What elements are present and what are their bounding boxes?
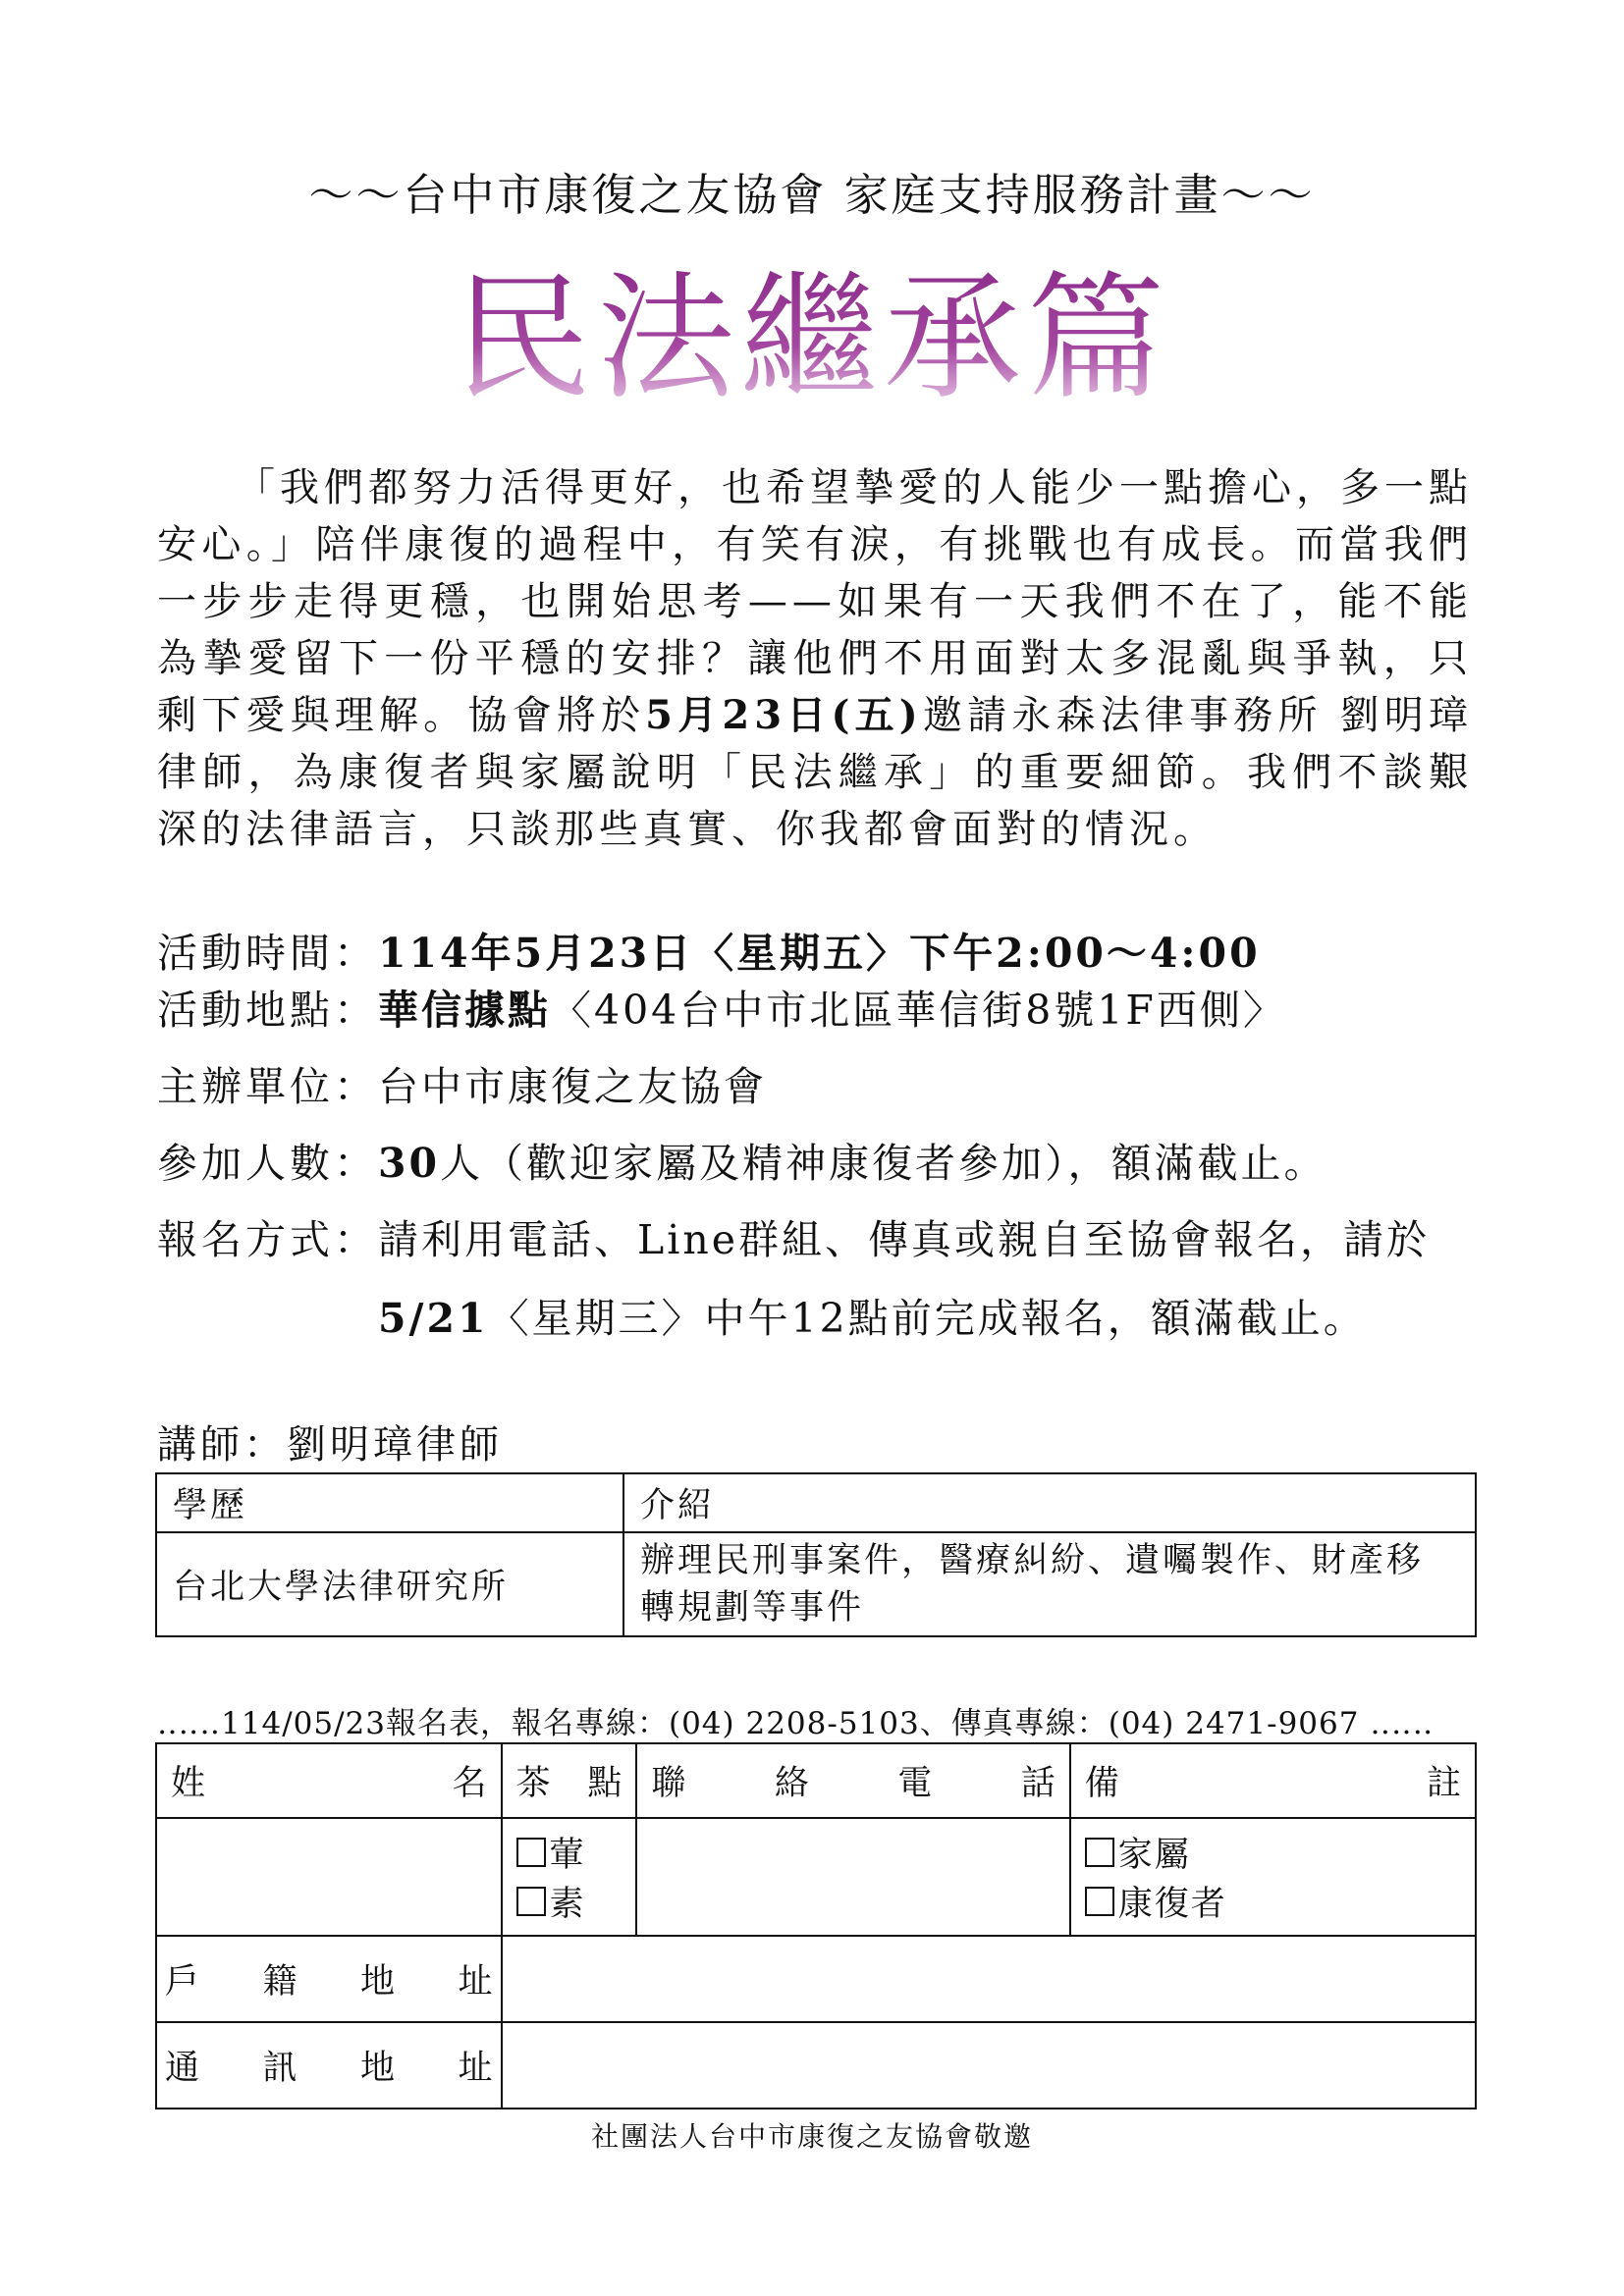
lecturer-table-header: [156, 1473, 1476, 1532]
organizer-row: [157, 1054, 767, 1112]
household-address-char-4: 址: [458, 1962, 493, 2002]
title-banner: [419, 240, 1205, 437]
title-svg: [419, 240, 1205, 437]
household-address-row: [156, 1936, 1476, 2022]
organizer-value: 台中市康復之友協會: [378, 1063, 767, 1110]
event-place-label: 活動地點：: [157, 987, 378, 1034]
checkbox-icon[interactable]: [1085, 1838, 1114, 1867]
phone-header-char-4: 話: [1020, 1764, 1056, 1803]
phone-header-char-2: 絡: [774, 1764, 809, 1803]
education-value: 台北大學法律研究所: [156, 1532, 623, 1636]
registration-deadline: [378, 1286, 1367, 1344]
household-address-char-1: 戶: [165, 1962, 200, 2002]
intro-date: 5月23日(五): [645, 692, 923, 738]
checkbox-icon[interactable]: [516, 1887, 546, 1916]
household-address-label: [165, 1954, 493, 2003]
note-options-cell: [1070, 1818, 1476, 1936]
tea-header-cell: [502, 1743, 637, 1818]
checkbox-icon[interactable]: [1085, 1887, 1114, 1916]
name-header-cell: [156, 1743, 502, 1818]
phone-input-cell[interactable]: [636, 1818, 1069, 1936]
note-header: [1085, 1756, 1461, 1805]
note-option-family[interactable]: [1085, 1828, 1461, 1877]
tea-header-char-2: 點: [587, 1764, 623, 1803]
phone-header-char-1: 聯: [651, 1764, 686, 1803]
household-address-label-cell: [156, 1936, 502, 2022]
mailing-address-row: [156, 2022, 1476, 2109]
mailing-address-char-1: 通: [165, 2049, 200, 2088]
tea-options-cell: [502, 1818, 637, 1936]
household-address-char-2: 籍: [262, 1962, 298, 2002]
phone-header-char-3: 電: [897, 1764, 933, 1803]
registration-method-value: 請利用電話、Line群組、傳真或親自至協會報名，請於: [378, 1216, 1431, 1263]
lecturer-table: [155, 1472, 1477, 1637]
phone-header-cell: [636, 1743, 1069, 1818]
note-header-char-1: 備: [1084, 1764, 1119, 1803]
registration-method-label: 報名方式：: [157, 1216, 378, 1263]
name-header: [171, 1756, 487, 1805]
event-place-address: 〈404台中市北區華信街8號1F西側〉: [551, 987, 1286, 1034]
lecturer-line: 講師：劉明璋律師: [157, 1422, 503, 1468]
name-input-cell[interactable]: [156, 1818, 502, 1936]
event-place-name: 華信據點: [378, 987, 551, 1034]
program-header: ～～台中市康復之友協會 家庭支持服務計畫～～: [308, 169, 1316, 221]
introduction-header: 介紹: [623, 1473, 1476, 1532]
attendee-count-label: 參加人數：: [157, 1140, 378, 1187]
mailing-address-char-2: 訊: [262, 2049, 298, 2088]
introduction-value: 辦理民刑事案件，醫療糾紛、遺囑製作、財產移轉規劃等事件: [623, 1532, 1476, 1636]
intro-paragraph: [157, 459, 1473, 858]
registration-deadline-text: 〈星期三〉中午12點前完成報名，額滿截止。: [488, 1295, 1367, 1342]
tea-option-meat-label: 葷: [549, 1836, 586, 1875]
registration-form-caption: ‥‥‥114/05/23報名表，報名專線：(04) 2208-5103、傳真專線：(04) 2471-9067 ‥‥‥: [157, 1706, 1435, 1741]
attendee-count-row: [157, 1131, 1327, 1189]
note-option-recoverer-label: 康復者: [1117, 1885, 1227, 1924]
mailing-address-char-4: 址: [458, 2049, 493, 2088]
mailing-address-label-cell: [156, 2022, 502, 2109]
event-place-row: [157, 978, 1286, 1036]
event-time-row: [157, 921, 1261, 979]
attendee-count-note: 人（歡迎家屬及精神康復者參加），額滿截止。: [440, 1140, 1327, 1187]
tea-header-char-1: 茶: [515, 1764, 551, 1803]
event-time-value: 114年5月23日〈星期五〉下午2:00～4:00: [378, 930, 1261, 977]
main-title: 民法繼承篇: [453, 259, 1171, 419]
intro-text: 「我們都努力活得更好，也希望摯愛的人能少一點擔心，多一點安心。」陪伴康復的過程中，有笑有淚，有挑戰也有成長。而當我們一步步走得更穩，也開始思考——如果有一天我們不在了，能不能為摯愛留下一份平穩的安排？讓他們不用面對太多混亂與爭執，只剩下愛與理解。協會將於: [157, 465, 1473, 738]
note-option-recoverer[interactable]: [1085, 1877, 1461, 1926]
event-time-label: 活動時間：: [157, 930, 378, 977]
lecturer-table-row: [156, 1532, 1476, 1636]
registration-method-row: [157, 1207, 1430, 1265]
note-header-cell: [1070, 1743, 1476, 1818]
form-entry-row: [156, 1818, 1476, 1936]
footer-invitation: 社團法人台中市康復之友協會敬邀: [590, 2120, 1033, 2153]
tea-option-vegetarian[interactable]: [516, 1877, 623, 1926]
checkbox-icon[interactable]: [516, 1838, 546, 1867]
intro-rest: 邀請永森法律事務所 劉明璋律師，為康復者與家屬說明「民法繼承」的重要細節。我們不談艱深的法律語言，只談那些真實、你我都會面對的情況。: [157, 693, 1473, 852]
mailing-address-input[interactable]: [502, 2022, 1476, 2109]
mailing-address-label: [165, 2041, 493, 2090]
form-header-row: [156, 1743, 1476, 1818]
name-header-char-1: 姓: [171, 1764, 206, 1803]
attendee-count-value: 30: [378, 1140, 441, 1187]
tea-header: [516, 1756, 623, 1805]
name-header-char-2: 名: [452, 1764, 487, 1803]
tea-option-vegetarian-label: 素: [549, 1885, 586, 1924]
note-header-char-2: 註: [1426, 1764, 1461, 1803]
registration-deadline-date: 5/21: [378, 1295, 489, 1342]
note-option-family-label: 家屬: [1117, 1836, 1191, 1875]
household-address-input[interactable]: [502, 1936, 1476, 2022]
phone-header: [651, 1756, 1055, 1805]
household-address-char-3: 地: [360, 1962, 396, 2002]
registration-form: [155, 1742, 1477, 2109]
education-header: 學歷: [156, 1473, 623, 1532]
organizer-label: 主辦單位：: [157, 1063, 378, 1110]
tea-option-meat[interactable]: [516, 1828, 623, 1877]
mailing-address-char-3: 地: [360, 2049, 396, 2088]
